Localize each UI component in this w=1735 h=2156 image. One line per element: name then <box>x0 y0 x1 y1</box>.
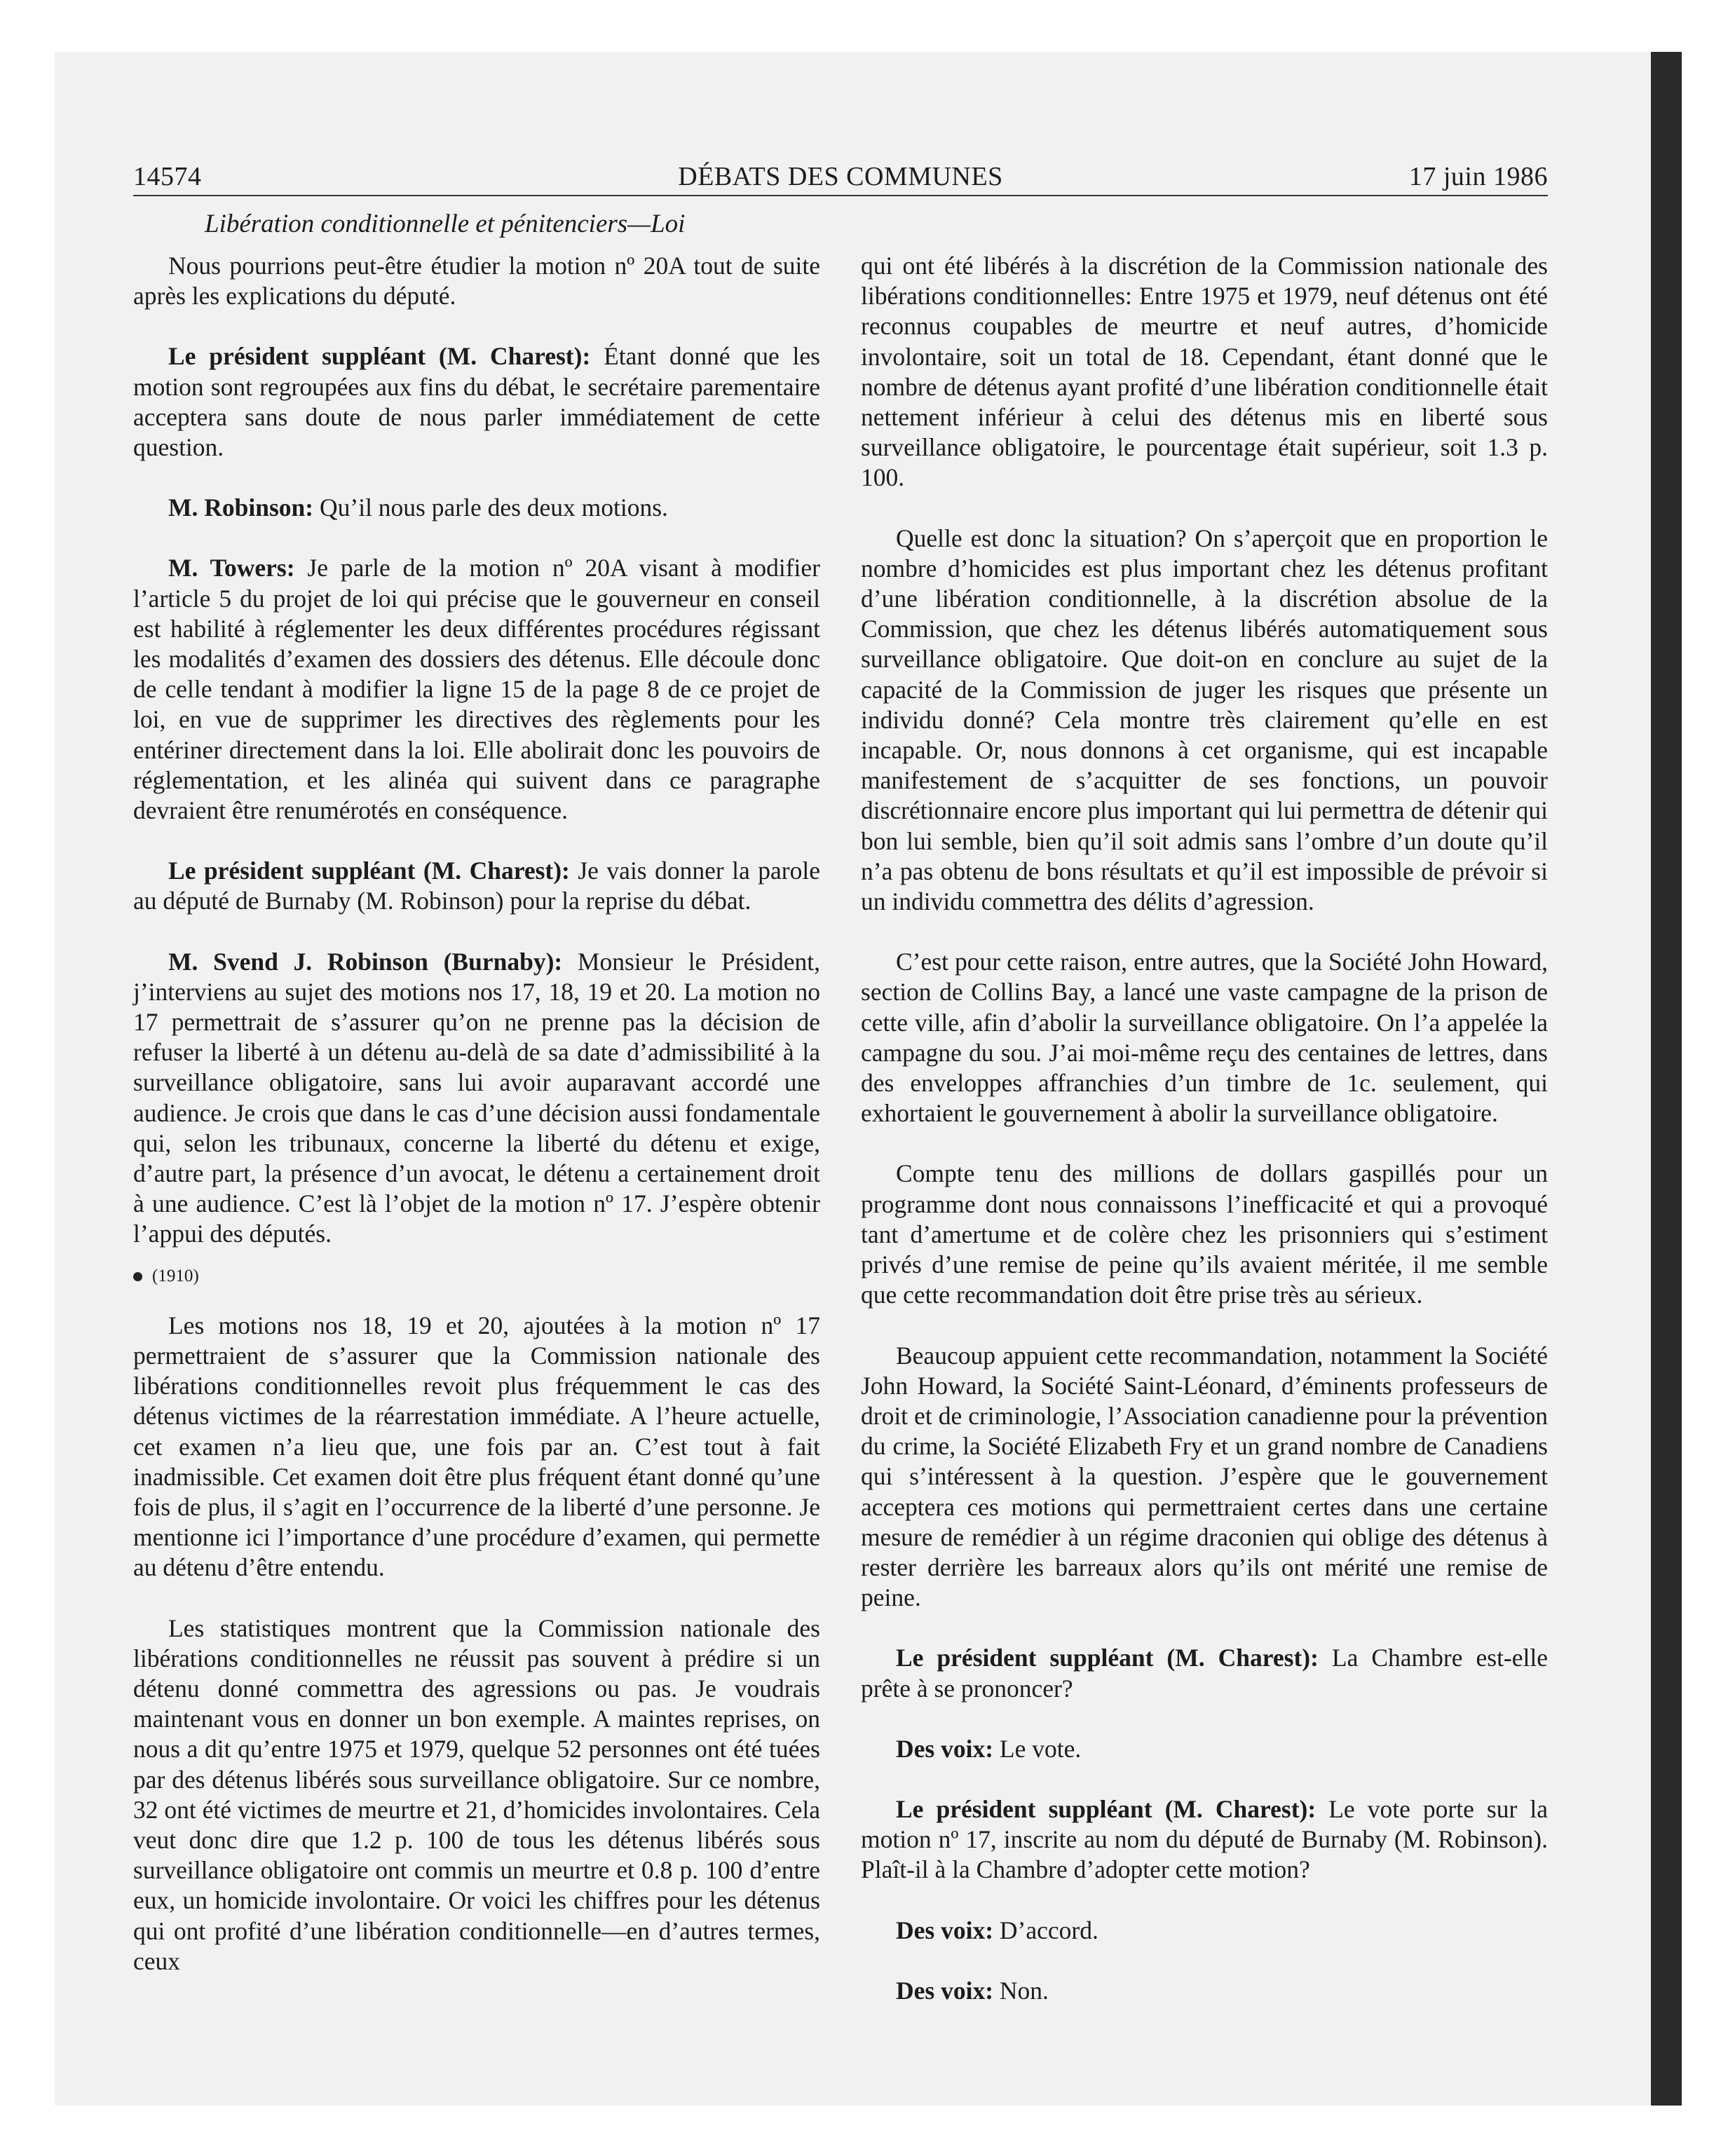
speaker-name: Des voix: <box>896 1734 994 1763</box>
paragraph <box>133 493 820 523</box>
speech-text: Je vais donner la parole au député de Burnaby (M. Robinson) pour la reprise du débat. <box>133 857 820 915</box>
speaker-name: Le président suppléant (M. Charest): <box>896 1644 1319 1672</box>
speech-text: Le vote. <box>993 1734 1082 1763</box>
paragraph <box>861 1734 1548 1764</box>
paragraph: Les motions nos 18, 19 et 20, ajoutées à la motion nº 17 permettraient de s’assurer que la Commission nationale des libérations conditionnelles revoit plus fréquemment le cas des détenus victimes de la réarrestation immédiate. A l’heure actuelle, cet examen n’a lieu que, une fois par an. C’est tout à fait inadmissible. Cet examen doit être plus fréquent étant donné qu’une fois de plus, il s’agit en l’occurrence de la liberté d’une personne. Je mentionne ici l’importance d’une procédure d’examen, qui permette au détenu d’être entendu. <box>133 1311 820 1582</box>
paragraph <box>861 1643 1548 1703</box>
bullet-dot-icon <box>133 1272 142 1281</box>
publication-title: DÉBATS DES COMMUNES <box>678 162 1003 191</box>
paragraph <box>133 553 820 826</box>
paragraph: qui ont été libérés à la discrétion de la Commission nationale des libérations conditionnelles: Entre 1975 et 1979, neuf détenus ont été reconnus coupables de meurtre et neuf autres, d’homicide involontaire, soit un total de 18. Cependant, étant donné que le nombre de détenus ayant profité d’une libération conditionnelle était nettement inférieur à celui des détenus mis en liberté sous surveillance obligatoire, le pourcentage était supérieur, soit 1.3 p. 100. <box>861 252 1548 492</box>
speaker-name: M. Robinson: <box>168 493 314 522</box>
timestamp <box>133 1266 820 1287</box>
paragraph <box>133 341 820 463</box>
paragraph <box>861 1916 1548 1946</box>
speech-text: Étant donné que les motion sont regroupées aux fins du débat, le secrétaire parementaire acceptera sans doute de nous parler immédiatement de cette question. <box>133 342 820 462</box>
speech-text: Monsieur le Président, j’interviens au sujet des motions nos 17, 18, 19 et 20. La motion no 17 permettrait de s’assurer qu’on ne prenne pas la décision de refuser la liberté à un détenu au-delà de sa date d’admissibilité à la surveillance obligatoire, sans lui avoir auparavant accordé une audience. Je crois que dans le cas d’une décision aussi fondamentale qui, selon les tribunaux, concerne la liberté du détenu et exige, d’autre part, la présence d’un avocat, le détenu a certainement droit à une audience. C’est là l’objet de la motion nº 17. J’espère obtenir l’appui des députés. <box>133 947 821 1248</box>
speech-text: La Chambre est-elle prête à se prononcer? <box>861 1644 1548 1703</box>
speaker-name: M. Towers: <box>168 554 295 582</box>
page-number: 14574 <box>133 162 202 191</box>
speech-text: Je parle de la motion nº 20A visant à modifier l’article 5 du projet de loi qui précise que le gouverneur en conseil est habilité à réglementer les deux différentes procédures régissant les modalités d’examen des dossiers des détenus. Elle découle donc de celle tendant à modifier la ligne 15 de la page 8 de ce projet de loi, en vue de supprimer les directives des règlements pour les entériner directement dans la loi. Elle abolirait donc les pouvoirs de réglementation, et les alinéa qui suivent dans ce paragraphe devraient être renumérotés en conséquence. <box>133 554 820 825</box>
paragraph <box>861 1976 1548 2006</box>
publication-date: 17 juin 1986 <box>1408 162 1548 191</box>
scan-edge-shadow <box>1651 52 1682 2106</box>
paragraph: Beaucoup appuient cette recommandation, notamment la Société John Howard, la Société Saint-Léonard, d’éminents professeurs de droit et de criminologie, l’Association canadienne pour la prévention du crime, la Société Elizabeth Fry et un grand nombre de Canadiens qui s’intéressent à la question. J’espère que le gouvernement acceptera ces motions qui permettraient certes dans une certaine mesure de remédier à un régime draconien qui oblige des détenus à rester derrière les barreaux alors qu’ils ont mérité une remise de peine. <box>861 1341 1548 1612</box>
speaker-name: Des voix: <box>896 1916 994 1944</box>
paragraph: Compte tenu des millions de dollars gaspillés pour un programme dont nous connaissons l’inefficacité et qui a provoqué tant d’amertume et de colère chez les prisonniers qui s’estiment privés d’une remise de peine qu’ils avaient méritée, il me semble que cette recommandation doit être prise très au sérieux. <box>861 1159 1548 1309</box>
paragraph: Quelle est donc la situation? On s’aperçoit que en proportion le nombre d’homicides est plus important chez les détenus profitant d’une libération conditionnelle, à la discrétion absolue de la Commission, que chez les détenus libérés automatiquement sous surveillance obligatoire. Que doit-on en conclure au sujet de la capacité de la Commission de juger les risques que présente un individu donné? Cela montre très clairement qu’elle en est incapable. Or, nous donnons à cet organisme, qui est incapable manifestement de s’acquitter de ses fonctions, un pouvoir discrétionnaire encore plus important qui lui permettra de détenir qui bon lui semble, bien qu’il soit admis sans l’ombre d’un doute qu’il n’a pas obtenu de bons résultats et qu’il est impossible de prévoir si un individu commettra des délits d’agression. <box>861 524 1548 916</box>
paragraph <box>133 856 820 916</box>
page-header <box>133 158 1548 196</box>
paragraph <box>861 1794 1548 1885</box>
right-column <box>861 251 1548 2036</box>
speaker-name: M. Svend J. Robinson (Burnaby): <box>168 947 563 976</box>
speech-text: D’accord. <box>993 1916 1098 1944</box>
speaker-name: Le président suppléant (M. Charest): <box>896 1794 1316 1823</box>
paragraph: Nous pourrions peut-être étudier la motion nº 20A tout de suite après les explications du député. <box>133 252 820 311</box>
speech-text: Le vote porte sur la motion nº 17, inscrite au nom du député de Burnaby (M. Robinson). Plaît-il à la Chambre d’adopter cette motion? <box>861 1794 1549 1884</box>
speaker-name: Le président suppléant (M. Charest): <box>168 342 591 371</box>
speech-text: Non. <box>993 1976 1049 2005</box>
timestamp-text: (1910) <box>152 1266 199 1285</box>
speaker-name: Des voix: <box>896 1976 994 2005</box>
paragraph: Les statistiques montrent que la Commission nationale des libérations conditionnelles ne réussit pas souvent à prédire si un détenu donné commettra des agressions ou pas. Je voudrais maintenant vous en donner un bon exemple. A maintes reprises, on nous a dit qu’entre 1975 et 1979, quelque 52 personnes ont été tuées par des détenus libérés sous surveillance obligatoire. Sur ce nombre, 32 ont été victimes de meurtre et 21, d’homicides involontaires. Cela veut donc dire que 1.2 p. 100 de tous les détenus libérés sous surveillance obligatoire ont commis un meurtre et 0.8 p. 100 d’entre eux, un homicide involontaire. Or voici les chiffres pour les détenus qui ont profité d’une libération conditionnelle—en d’autres termes, ceux <box>133 1613 820 1975</box>
paragraph: C’est pour cette raison, entre autres, que la Société John Howard, section de Collins Bay, a lancé une vaste campagne de la prison de cette ville, afin d’abolir la surveillance obligatoire. On l’a appelée la campagne du sou. J’ai moi-même reçu des centaines de lettres, dans des enveloppes affranchies d’un timbre de 1c. seulement, qui exhortaient le gouvernement à abolir la surveillance obligatoire. <box>861 948 1548 1128</box>
section-subtitle: Libération conditionnelle et pénitenciers—Loi <box>205 210 686 238</box>
paragraph <box>133 947 820 1250</box>
speech-text: Qu’il nous parle des deux motions. <box>313 493 668 522</box>
left-column <box>133 251 820 2007</box>
speaker-name: Le président suppléant (M. Charest): <box>168 857 570 885</box>
